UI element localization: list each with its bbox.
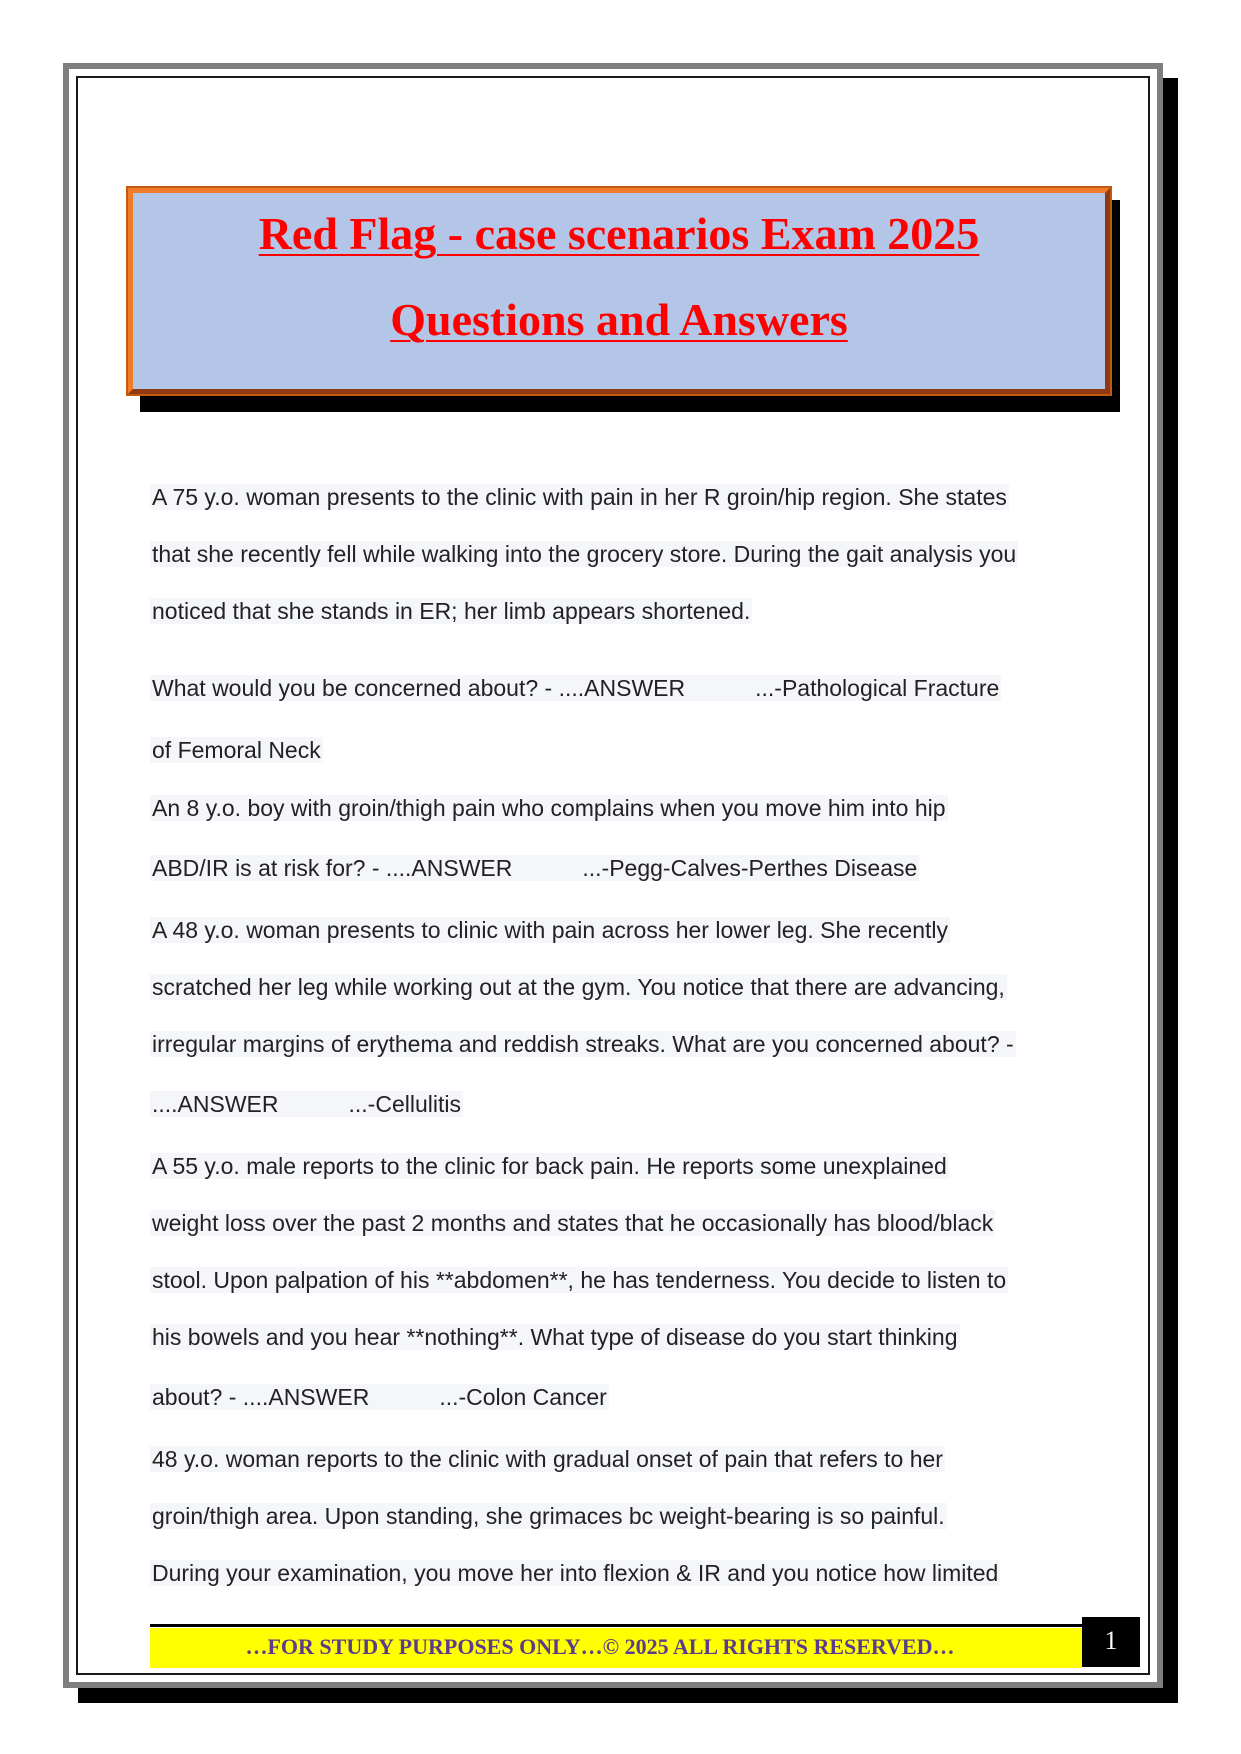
question-5-line-2: groin/thigh area. Upon standing, she grimaces bc weight-bearing is so painful. <box>152 1503 945 1529</box>
question-3-answer: ...-Cellulitis <box>348 1091 461 1117</box>
footer-rule <box>150 1624 1082 1627</box>
page-number-box <box>1082 1617 1140 1667</box>
question-1-answer: ...-Pathological Fracture <box>755 675 1000 701</box>
question-4-answer: ...-Colon Cancer <box>439 1384 607 1410</box>
question-1-line-3: noticed that she stands in ER; her limb appears shortened. <box>152 598 751 624</box>
document-title: Red Flag - case scenarios Exam 2025 <box>258 208 980 259</box>
question-4-line-1: A 55 y.o. male reports to the clinic for back pain. He reports some unexplained <box>152 1153 947 1179</box>
question-2-answer-label: ABD/IR is at risk for? - ....ANSWER <box>152 855 513 881</box>
question-2-prompt <box>150 855 919 881</box>
question-5-line-3: During your examination, you move her into flexion & IR and you notice how limited <box>152 1560 999 1586</box>
question-4-line-2: weight loss over the past 2 months and states that he occasionally has blood/black <box>152 1210 994 1236</box>
question-3-answer-label: ....ANSWER <box>152 1091 279 1117</box>
title-box <box>128 188 1110 394</box>
question-2-line-1: An 8 y.o. boy with groin/thigh pain who complains when you move him into hip <box>152 795 946 821</box>
question-4-line-3: stool. Upon palpation of his **abdomen**, he has tenderness. You decide to listen to <box>152 1267 1007 1293</box>
question-4-line-4: his bowels and you hear **nothing**. What type of disease do you start thinking <box>152 1324 958 1350</box>
question-1-answer-label: What would you be concerned about? - ....ANSWER <box>152 675 686 701</box>
question-1-line-1: A 75 y.o. woman presents to the clinic with pain in her R groin/hip region. She states <box>152 484 1007 510</box>
footer-notice: …FOR STUDY PURPOSES ONLY…© 2025 ALL RIGHTS RESERVED… <box>245 1634 955 1659</box>
question-4-answer-label: about? - ....ANSWER <box>152 1384 370 1410</box>
question-2-answer: ...-Pegg-Calves-Perthes Disease <box>582 855 918 881</box>
question-1-prompt <box>150 675 1001 701</box>
question-1-line-2: that she recently fell while walking into the grocery store. During the gait analysis you <box>152 541 1017 567</box>
question-5-line-1: 48 y.o. woman reports to the clinic with gradual onset of pain that refers to her <box>152 1446 943 1472</box>
document-subtitle: Questions and Answers <box>390 294 848 345</box>
question-3-prompt <box>150 1091 463 1117</box>
question-3-line-2: scratched her leg while working out at the gym. You notice that there are advancing, <box>152 974 1005 1000</box>
question-3-line-3: irregular margins of erythema and reddish streaks. What are you concerned about? - <box>152 1031 1014 1057</box>
question-1-answer-continued: of Femoral Neck <box>152 737 321 763</box>
page-number: 1 <box>1104 1626 1118 1655</box>
question-3-line-1: A 48 y.o. woman presents to clinic with pain across her lower leg. She recently <box>152 917 949 943</box>
question-4-prompt <box>150 1384 609 1410</box>
